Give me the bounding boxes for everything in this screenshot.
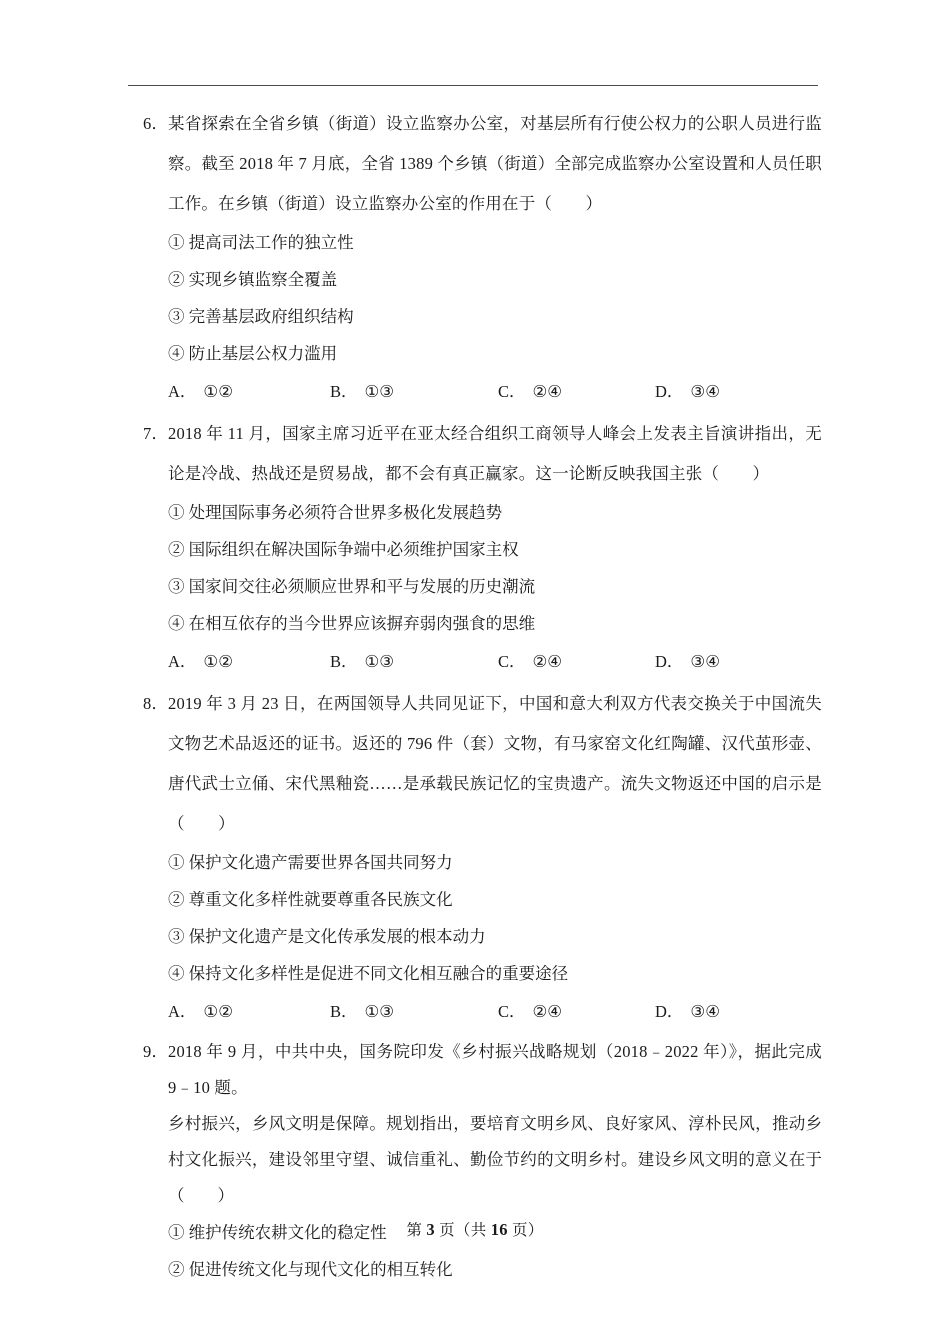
- question-7-option-1[interactable]: ① 处理国际事务必须符合世界多极化发展趋势: [168, 503, 503, 522]
- question-block-9: [128, 1034, 822, 1288]
- answer-value-c: ②④: [532, 652, 563, 671]
- question-8-option-1[interactable]: ① 保护文化遗产需要世界各国共同努力: [168, 853, 453, 872]
- answer-letter-d: D．: [655, 1002, 684, 1021]
- answer-value-b: ①③: [364, 1002, 395, 1021]
- page-footer: [0, 1218, 950, 1240]
- answer-letter-b: B．: [330, 382, 358, 401]
- answer-value-b: ①③: [364, 652, 395, 671]
- question-7-number: 7．: [143, 424, 169, 443]
- answer-letter-d: D．: [655, 652, 684, 671]
- answer-value-a: ①②: [203, 652, 234, 671]
- answer-value-d: ③④: [690, 1002, 721, 1021]
- question-8-answer-b[interactable]: [330, 992, 394, 1032]
- answer-letter-c: C．: [498, 382, 526, 401]
- footer-mid: 页（共: [434, 1222, 491, 1239]
- answer-letter-d: D．: [655, 382, 684, 401]
- question-7-stem: 2018 年 11 月，国家主席习近平在亚太经合组织工商领导人峰会上发表主旨演讲指出，无论是冷战、热战还是贸易战，都不会有真正赢家。这一论断反映我国主张（ ）: [168, 424, 822, 483]
- question-7-stem-wrap: [128, 414, 822, 494]
- question-9-stem-wrap: [128, 1034, 822, 1106]
- question-7-option-3[interactable]: ③ 国家间交往必须顺应世界和平与发展的历史潮流: [168, 577, 536, 596]
- answer-letter-a: A．: [168, 1002, 197, 1021]
- answer-letter-b: B．: [330, 652, 358, 671]
- question-7-answer-d[interactable]: [655, 642, 720, 682]
- question-8-stem: 2019 年 3 月 23 日，在两国领导人共同见证下，中国和意大利双方代表交换关于中国流失文物艺术品返还的证书。返还的 796 件（套）文物，有马家窑文化红陶罐、汉代茧形壶、唐代武士立俑、宋代黑釉瓷……是承载民族记忆的宝贵遗产。流失文物返还中国的启示是（ ）: [168, 694, 822, 833]
- header-divider: [128, 85, 818, 86]
- answer-letter-a: A．: [168, 382, 197, 401]
- question-9-passage: 乡村振兴，乡风文明是保障。规划指出，要培育文明乡风、良好家风、淳朴民风，推动乡村文化振兴，建设邻里守望、诚信重礼、勤俭节约的文明乡村。建设乡风文明的意义在于（ ）: [168, 1114, 822, 1205]
- question-6-answer-d[interactable]: [655, 372, 720, 412]
- answer-value-b: ①③: [364, 382, 395, 401]
- question-6-number: 6．: [143, 114, 169, 133]
- question-9-option-2[interactable]: ② 促进传统文化与现代文化的相互转化: [168, 1260, 453, 1279]
- question-7-answer-b[interactable]: [330, 642, 394, 682]
- question-9-stem: 2018 年 9 月，中共中央，国务院印发《乡村振兴战略规划（2018﹣2022 年）》，据此完成 9﹣10 题。: [168, 1042, 822, 1097]
- answer-letter-b: B．: [330, 1002, 358, 1021]
- footer-total-pages: 16: [490, 1220, 508, 1239]
- question-7-option-2[interactable]: ② 国际组织在解决国际争端中必须维护国家主权: [168, 540, 519, 559]
- question-7-answers: [128, 642, 822, 682]
- footer-suffix: 页）: [507, 1222, 544, 1239]
- answer-letter-c: C．: [498, 652, 526, 671]
- answer-letter-c: C．: [498, 1002, 526, 1021]
- question-7-option-4[interactable]: ④ 在相互依存的当今世界应该摒弃弱肉强食的思维: [168, 614, 536, 633]
- question-8-number: 8．: [143, 694, 169, 713]
- question-6-answer-c[interactable]: [498, 372, 562, 412]
- question-block-8: [128, 684, 822, 1032]
- footer-current-page: 3: [426, 1220, 435, 1239]
- answer-value-c: ②④: [532, 382, 563, 401]
- question-8-answer-a[interactable]: [168, 992, 233, 1032]
- question-8-stem-wrap: [128, 684, 822, 844]
- question-6-answer-a[interactable]: [168, 372, 233, 412]
- question-6-option-2[interactable]: ② 实现乡镇监察全覆盖: [168, 270, 338, 289]
- question-6-option-3[interactable]: ③ 完善基层政府组织结构: [168, 307, 354, 326]
- footer-prefix: 第: [406, 1222, 427, 1239]
- question-9-number: 9．: [143, 1042, 169, 1061]
- answer-letter-a: A．: [168, 652, 197, 671]
- answer-value-d: ③④: [690, 382, 721, 401]
- question-8-answer-d[interactable]: [655, 992, 720, 1032]
- answer-value-a: ①②: [203, 1002, 234, 1021]
- question-8-option-2[interactable]: ② 尊重文化多样性就要尊重各民族文化: [168, 890, 453, 909]
- answer-value-c: ②④: [532, 1002, 563, 1021]
- question-9-option-1[interactable]: ① 维护传统农耕文化的稳定性: [168, 1223, 387, 1242]
- question-8-option-3[interactable]: ③ 保护文化遗产是文化传承发展的根本动力: [168, 927, 486, 946]
- question-7-answer-a[interactable]: [168, 642, 233, 682]
- question-block-7: [128, 414, 822, 682]
- question-block-6: [128, 104, 822, 412]
- question-8-answers: [128, 992, 822, 1032]
- question-8-option-4[interactable]: ④ 保持文化多样性是促进不同文化相互融合的重要途径: [168, 964, 569, 983]
- question-6-stem: 某省探索在全省乡镇（街道）设立监察办公室，对基层所有行使公权力的公职人员进行监察。截至 2018 年 7 月底，全省 1389 个乡镇（街道）全部完成监察办公室设置和人员任职工作。在乡镇（街道）设立监察办公室的作用在于（ ）: [168, 114, 822, 213]
- answer-value-a: ①②: [203, 382, 234, 401]
- answer-value-d: ③④: [690, 652, 721, 671]
- question-6-answer-b[interactable]: [330, 372, 394, 412]
- question-7-answer-c[interactable]: [498, 642, 562, 682]
- question-6-answers: [128, 372, 822, 412]
- question-8-answer-c[interactable]: [498, 992, 562, 1032]
- question-6-stem-wrap: [128, 104, 822, 224]
- page-content: [128, 104, 822, 1290]
- question-6-option-4[interactable]: ④ 防止基层公权力滥用: [168, 344, 338, 363]
- question-6-option-1[interactable]: ① 提高司法工作的独立性: [168, 233, 354, 252]
